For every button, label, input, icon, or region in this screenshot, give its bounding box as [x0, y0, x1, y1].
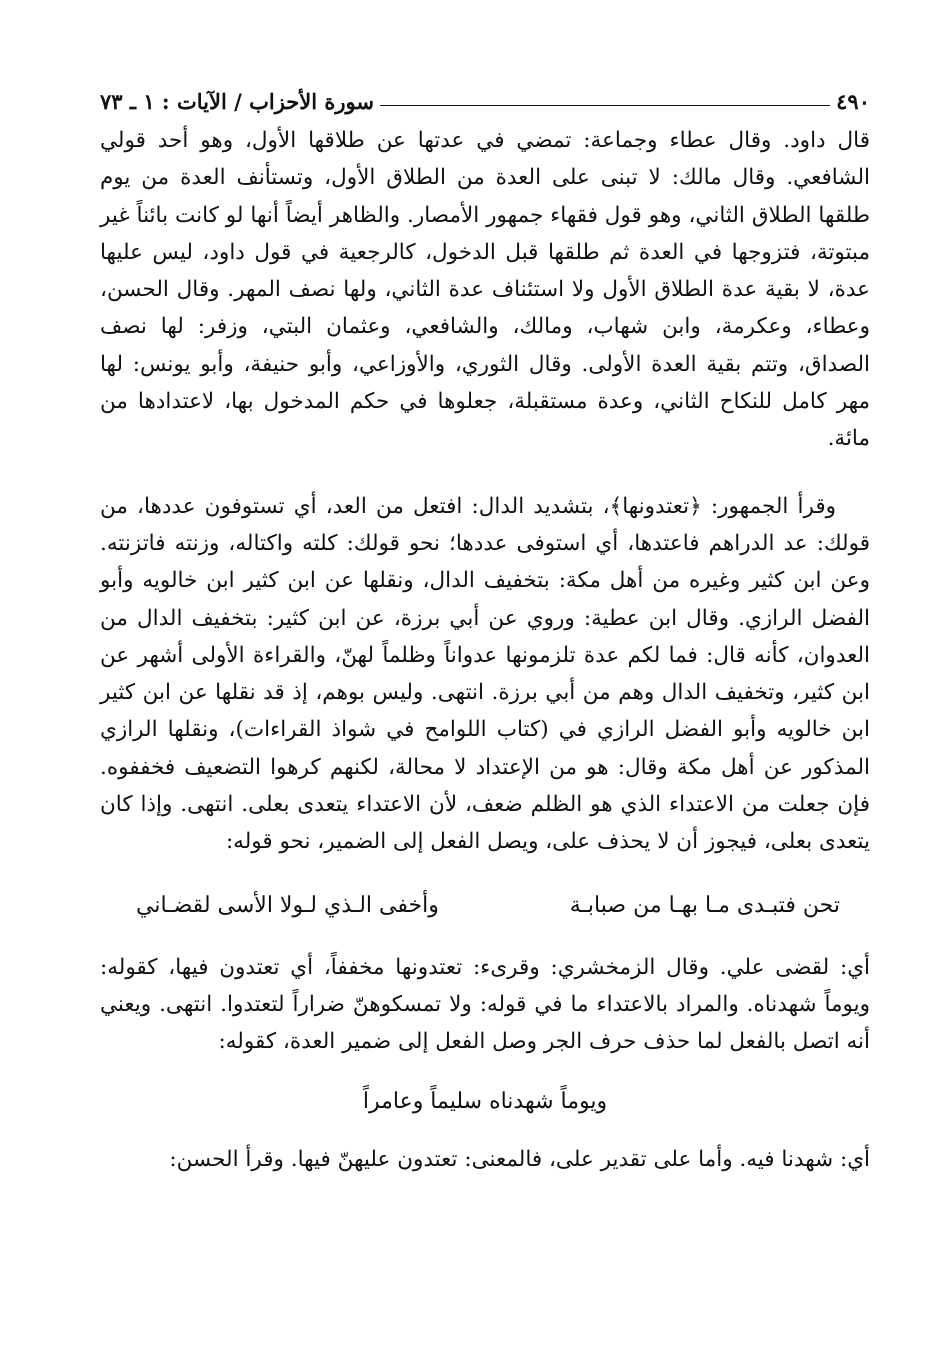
paragraph-3: أي: لقضى علي. وقال الزمخشري: وقرىء: تعتدونها مخففاً، أي تعتدون فيها، كقوله: ويوماً شهدناه. والمراد بالاعتداء ما في قوله: ولا تمسكوهنّ ضراراً لتعتدوا. انتهى. ويعني أنه اتصل بالفعل لما حذف حرف الجر وصل الفعل إلى ضمير العدة، كقوله: [100, 954, 870, 1055]
page-number: ٤٩٠ [836, 89, 870, 114]
book-page [100, 80, 870, 1178]
header-rule [380, 105, 830, 106]
running-title: سورة الأحزاب / الآيات : ١ ـ ٧٣ [100, 89, 374, 114]
paragraph-2: وقرأ الجمهور: ﴿تعتدونها﴾، بتشديد الدال: افتعل من العد، أي تستوفون عددها، من قولك: عد الدراهم فاعتدها، أي استوفى عددها؛ نحو قولك: كلته واكتاله، وزنته فاتزنته. وعن ابن كثير وغيره من أهل مكة: بتخفيف الدال، ونقلها عن ابن كثير ابن خالويه وأبو الفضل الرازي. وقال ابن عطية: وروي عن أبي برزة، عن ابن كثير: بتخفيف الدال من العدوان، كأنه قال: فما لكم عدة تلزمونها عدواناً وظلماً لهنّ، والقراءة الأولى أشهر عن ابن كثير، وتخفيف الدال وهم من أبي برزة. انتهى. وليس بوهم، إذ قد نقلها عن ابن كثير ابن خالويه وأبو الفضل الرازي في (كتاب اللوامح في شواذ القراءات)، ونقلها الرازي المذكور عن أهل مكة وقال: هو من الإعتداد لا محالة، لكنهم كرهوا التضعيف فخففوه. فإن جعلت من الاعتداء الذي هو الظلم ضعف، لأن الاعتداء يتعدى بعلى. انتهى. وإذا كان يتعدى بعلى، فيجوز أن لا يحذف على، ويصل الفعل إلى الضمير، نحو قوله: [100, 493, 870, 855]
paragraph-1: قال داود. وقال عطاء وجماعة: تمضي في عدتها عن طلاقها الأول، وهو أحد قولي الشافعي. وقال مالك: لا تبنى على العدة من الطلاق الأول، وتستأنف العدة من يوم طلقها الطلاق الثاني، وهو قول فقهاء جمهور الأمصار. والظاهر أيضاً أنها لو كانت بائناً غير مبتوتة، فتزوجها في العدة ثم طلقها قبل الدخول، كالرجعية في قول داود، ليس عليها عدة، لا بقية عدة الطلاق الأول ولا استئناف عدة الثاني، ولها نصف المهر. وقال الحسن، وعطاء، وعكرمة، وابن شهاب، ومالك، والشافعي، وعثمان البتي، وزفر: لها نصف الصداق، وتتم بقية العدة الأولى. وقال الثوري، والأوزاعي، وأبو حنيفة، وأبو يونس: لها مهر كامل للنكاح الثاني، وعدة مستقبلة، جعلوها في حكم المدخول بها، لاعتدادها من مائة. [100, 128, 870, 452]
paragraph-4: أي: شهدنا فيه. وأما على تقدير على، فالمعنى: تعتدون عليهنّ فيها. وقرأ الحسن: [169, 1146, 870, 1172]
verse-first-hemistich: تحن فتبـدى مـا بهـا من صبابـة [569, 892, 840, 918]
poetry-verse [136, 889, 840, 923]
running-head [100, 80, 870, 114]
poetry-half-verse: ويوماً شهدناه سليماً وعامراً [362, 1088, 608, 1114]
verse-second-hemistich: وأخفى الـذي لـولا الأسى لقضـاني [136, 892, 439, 918]
